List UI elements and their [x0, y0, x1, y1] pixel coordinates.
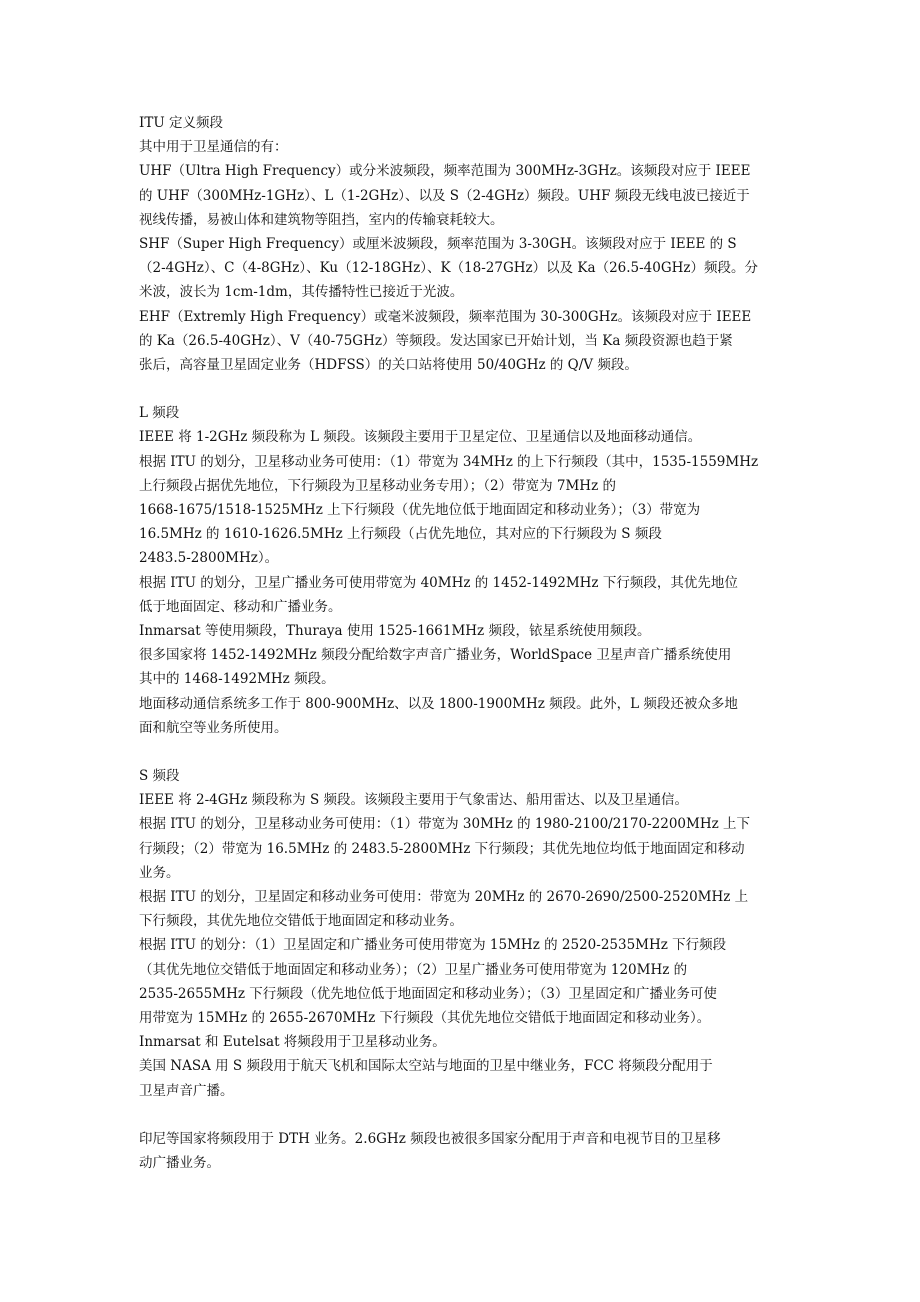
- paragraph-line: 动广播业务。: [139, 1155, 220, 1172]
- paragraph-line: 卫星声音广播。: [139, 1082, 234, 1099]
- paragraph-line: IEEE 将 1-2GHz 频段称为 L 频段。该频段主要用于卫星定位、卫星通信以及地面移动通信。: [139, 429, 702, 446]
- section-itu-bands: [139, 111, 784, 377]
- paragraph-line: Inmarsat 和 Eutelsat 将频段用于卫星移动业务。: [139, 1034, 446, 1051]
- paragraph-line: 2535-2655MHz 下行频段（优先地位低于地面固定和移动业务）；（3）卫星固定和广播业务可使: [139, 985, 717, 1002]
- paragraph-line: 上行频段占据优先地位，下行频段为卫星移动业务专用）；（2）带宽为 7MHz 的: [139, 477, 616, 494]
- section-heading: S 频段: [139, 768, 180, 785]
- paragraph-line: 视线传播，易被山体和建筑物等阻挡，室内的传输衰耗较大。: [139, 211, 504, 228]
- paragraph-line: 美国 NASA 用 S 频段用于航天飞机和国际太空站与地面的卫星中继业务，FCC 将频段分配用于: [139, 1058, 713, 1075]
- paragraph-line: 低于地面固定、移动和广播业务。: [139, 598, 342, 615]
- paragraph-line: Inmarsat 等使用频段，Thuraya 使用 1525-1661MHz 频段，铱星系统使用频段。: [139, 622, 651, 639]
- paragraph-line: 根据 ITU 的划分：（1）卫星固定和广播业务可使用带宽为 15MHz 的 2520-2535MHz 下行频段: [139, 937, 727, 954]
- paragraph-line: UHF（Ultra High Frequency）或分米波频段，频率范围为 300MHz-3GHz。该频段对应于 IEEE: [139, 163, 751, 180]
- section-dth-note: [139, 1127, 784, 1175]
- blank-line: [139, 377, 784, 401]
- paragraph-line: 根据 ITU 的划分，卫星广播业务可使用带宽为 40MHz 的 1452-1492MHz 下行频段，其优先地位: [139, 574, 738, 591]
- paragraph-line: 1668-1675/1518-1525MHz 上下行频段（优先地位低于地面固定和移动业务）；（3）带宽为: [139, 502, 701, 518]
- document-page: [139, 111, 784, 1175]
- paragraph-line: 根据 ITU 的划分，卫星移动业务可使用：（1）带宽为 34MHz 的上下行频段（其中，1535-1559MHz: [139, 453, 759, 470]
- paragraph-line: 用带宽为 15MHz 的 2655-2670MHz 下行频段（其优先地位交错低于地面固定和移动业务）。: [139, 1009, 711, 1026]
- paragraph-line: 业务。: [139, 864, 180, 881]
- section-heading: L 频段: [139, 405, 180, 422]
- paragraph-line: 其中用于卫星通信的有：: [139, 139, 288, 156]
- section-l-band: [139, 401, 784, 740]
- paragraph-line: 很多国家将 1452-1492MHz 频段分配给数字声音广播业务，WorldSpace 卫星声音广播系统使用: [139, 647, 732, 664]
- blank-line: [139, 740, 784, 764]
- paragraph-line: 根据 ITU 的划分，卫星固定和移动业务可使用：带宽为 20MHz 的 2670-2690/2500-2520MHz 上: [139, 889, 749, 905]
- paragraph-line: 其中的 1468-1492MHz 频段。: [139, 671, 335, 688]
- paragraph-line: （2-4GHz）、C（4-8GHz）、Ku（12-18GHz）、K（18-27GHz）以及 Ka（26.5-40GHz）频段。分: [139, 260, 759, 277]
- paragraph-line: 张后，高容量卫星固定业务（HDFSS）的关口站将使用 50/40GHz 的 Q/V 频段。: [139, 356, 638, 373]
- paragraph-line: 行频段；（2）带宽为 16.5MHz 的 2483.5-2800MHz 下行频段；其优先地位均低于地面固定和移动: [139, 840, 745, 857]
- paragraph-line: 地面移动通信系统多工作于 800-900MHz、以及 1800-1900MHz 频段。此外，L 频段还被众多地: [139, 695, 738, 712]
- paragraph-line: SHF（Super High Frequency）或厘米波频段，频率范围为 3-30GH。该频段对应于 IEEE 的 S: [139, 235, 737, 252]
- section-heading: ITU 定义频段: [139, 115, 224, 131]
- paragraph-line: 米波，波长为 1cm-1dm，其传播特性已接近于光波。: [139, 284, 464, 301]
- paragraph-line: 下行频段，其优先地位交错低于地面固定和移动业务。: [139, 913, 463, 930]
- paragraph-line: 2483.5-2800MHz）。: [139, 550, 279, 567]
- paragraph-line: 印尼等国家将频段用于 DTH 业务。2.6GHz 频段也被很多国家分配用于声音和电视节目的卫星移: [139, 1130, 721, 1147]
- section-s-band: [139, 764, 784, 1103]
- paragraph-line: IEEE 将 2-4GHz 频段称为 S 频段。该频段主要用于气象雷达、船用雷达、以及卫星通信。: [139, 792, 689, 809]
- paragraph-line: 16.5MHz 的 1610-1626.5MHz 上行频段（占优先地位，其对应的下行频段为 S 频段: [139, 526, 662, 543]
- paragraph-line: 的 Ka（26.5-40GHz）、V（40-75GHz）等频段。发达国家已开始计划，当 Ka 频段资源也趋于紧: [139, 332, 733, 349]
- paragraph-line: （其优先地位交错低于地面固定和移动业务）；（2）卫星广播业务可使用带宽为 120MHz 的: [139, 961, 688, 978]
- paragraph-line: 根据 ITU 的划分，卫星移动业务可使用：（1）带宽为 30MHz 的 1980-2100/2170-2200MHz 上下: [139, 816, 750, 833]
- blank-line: [139, 1103, 784, 1127]
- paragraph-line: 的 UHF（300MHz-1GHz）、L（1-2GHz）、以及 S（2-4GHz）频段。UHF 频段无线电波已接近于: [139, 187, 750, 204]
- paragraph-line: 面和航空等业务所使用。: [139, 719, 288, 736]
- paragraph-line: EHF（Extremly High Frequency）或毫米波频段，频率范围为 30-300GHz。该频段对应于 IEEE: [139, 308, 752, 325]
